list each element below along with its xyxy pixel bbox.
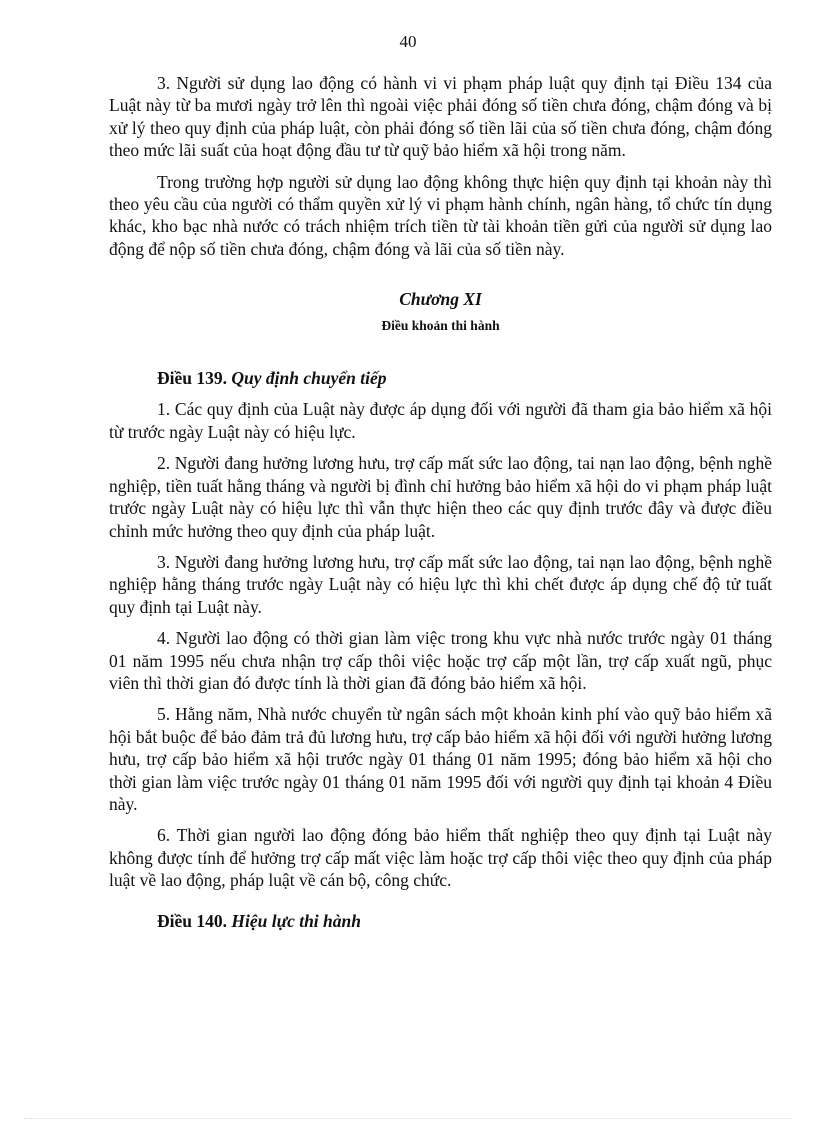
- page-number: 40: [399, 32, 417, 51]
- article-139-clause-6: 6. Thời gian người lao động đóng bảo hiểm thất nghiệp theo quy định tại Luật này không được tính để hưởng trợ cấp mất việc làm hoặc trợ cấp thôi việc theo quy định của pháp luật về lao động, pháp luật về cán bộ, công chức.: [109, 825, 772, 891]
- article-139-clause-5: 5. Hằng năm, Nhà nước chuyển từ ngân sách một khoản kinh phí vào quỹ bảo hiểm xã hội bắt buộc để bảo đảm trả đủ lương hưu, trợ cấp bảo hiểm xã hội đối với người hưởng lương hưu, trợ cấp bảo hiểm xã hội trước ngày 01 tháng 01 năm 1995; đóng bảo hiểm xã hội cho thời gian làm việc trước ngày 01 tháng 01 năm 1995 đối với người quy định tại khoản 4 Điều này.: [109, 704, 772, 814]
- paragraph-clause-3: 3. Người sử dụng lao động có hành vi vi phạm pháp luật quy định tại Điều 134 của Luật này từ ba mươi ngày trở lên thì ngoài việc phải đóng số tiền chưa đóng, chậm đóng và bị xử lý theo quy định của pháp luật, còn phải đóng số tiền lãi của số tiền chưa đóng, chậm đóng theo mức lãi suất của hoạt động đầu tư từ quỹ bảo hiểm xã hội trong năm.: [109, 73, 772, 161]
- article-140-number: Điều 140.: [157, 910, 227, 931]
- article-139-clause-3: 3. Người đang hưởng lương hưu, trợ cấp mất sức lao động, tai nạn lao động, bệnh nghề nghiệp hằng tháng trước ngày Luật này có hiệu lực thì khi chết được áp dụng chế độ tử tuất quy định tại Luật này.: [109, 551, 772, 617]
- article-139-number: Điều 139.: [157, 368, 227, 389]
- article-139-title: Quy định chuyển tiếp: [231, 368, 387, 389]
- page-bottom-divider: [24, 1118, 792, 1119]
- chapter-title: Chương XI: [399, 289, 482, 310]
- document-body: [109, 72, 772, 941]
- paragraph-enforcement: Trong trường hợp người sử dụng lao động không thực hiện quy định tại khoản này thì theo yêu cầu của người có thẩm quyền xử lý vi phạm hành chính, ngân hàng, tổ chức tín dụng khác, kho bạc nhà nước có trách nhiệm trích tiền từ tài khoản tiền gửi của người sử dụng lao động để nộp số tiền chưa đóng, chậm đóng và lãi của số tiền này.: [109, 171, 772, 259]
- article-139-heading: [109, 367, 772, 389]
- article-140-heading: [109, 910, 772, 932]
- article-140-title: Hiệu lực thi hành: [231, 910, 361, 931]
- article-139-clause-2: 2. Người đang hưởng lương hưu, trợ cấp mất sức lao động, tai nạn lao động, bệnh nghề nghiệp, tiền tuất hằng tháng và người bị đình chỉ hưởng bảo hiểm xã hội do vi phạm pháp luật trước ngày Luật này có hiệu lực thì vẫn thực hiện theo các quy định trước đây và được điều chỉnh mức hưởng theo quy định của pháp luật.: [109, 453, 772, 541]
- article-139-clause-4: 4. Người lao động có thời gian làm việc trong khu vực nhà nước trước ngày 01 tháng 01 năm 1995 nếu chưa nhận trợ cấp thôi việc hoặc trợ cấp một lần, trợ cấp xuất ngũ, phục viên thì thời gian đó được tính là thời gian đã đóng bảo hiểm xã hội.: [109, 628, 772, 693]
- article-139-clause-1: 1. Các quy định của Luật này được áp dụng đối với người đã tham gia bảo hiểm xã hội từ trước ngày Luật này có hiệu lực.: [109, 399, 772, 442]
- chapter-subtitle: Điều khoản thi hành: [381, 317, 500, 333]
